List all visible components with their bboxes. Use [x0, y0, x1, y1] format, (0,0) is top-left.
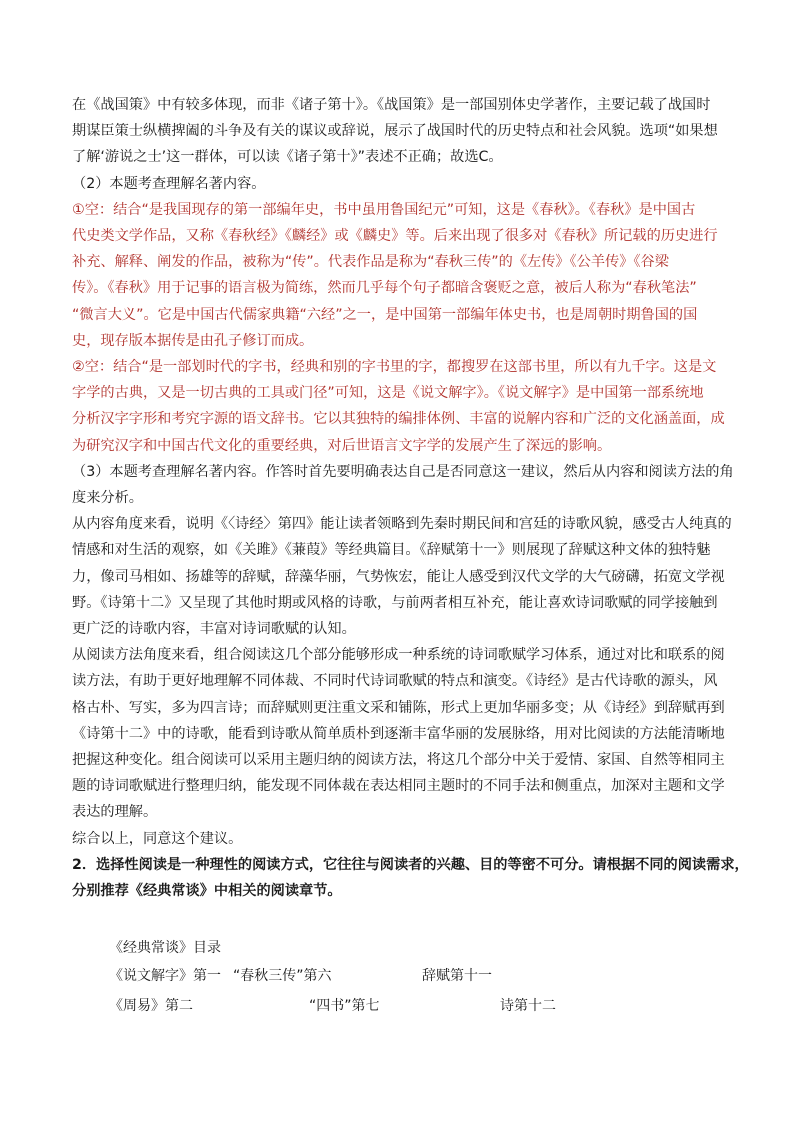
text-line: 代史类文学作品，又称《春秋经》《麟经》或《麟史》等。后来出现了很多对《春秋》所记载的历史进行	[72, 228, 718, 245]
question-text: 分别推荐《经典常谈》中相关的阅读章节。	[72, 883, 342, 900]
text-line: ②空：结合“是一部划时代的字书，经典和别的字书里的字，都搜罗在这部书里，所以有九千字。这是文	[72, 359, 717, 376]
text-line: 情感和对生活的观察，如《关雎》《蒹葭》等经典篇目。《辞赋第十一》则展现了辞赋这种文体的独特魅	[72, 542, 711, 559]
paragraph-intro	[72, 92, 724, 197]
text-line: 把握这种变化。组合阅读可以采用主题归纳的阅读方法，将这几个部分中关于爱情、家国、自然等相同主	[72, 752, 725, 769]
text-line: “微言大义”。它是中国古代儒家典籍“六经”之一，是中国第一部编年体史书，也是周朝时期鲁国的国	[72, 306, 698, 323]
toc-entry: “四书”第七	[309, 998, 380, 1014]
text-line: 从内容角度来看，说明《〈诗经〉第四》能让读者领略到先秦时期民间和宫廷的诗歌风貌，感受古人纯真的	[72, 516, 732, 533]
text-line: 了解‘游说之士’这一群体，可以读《诸子第十》”表述不正确；故选C。	[72, 149, 503, 166]
text-line: 度来分析。	[72, 490, 143, 507]
text-line: 野。《诗第十二》又呈现了其他时期或风格的诗歌，与前两者相互补充，能让喜欢诗词歌赋的同学接触到	[72, 594, 718, 611]
question-2	[72, 852, 749, 904]
question-heading: （2）本题考查理解名著内容。	[72, 175, 266, 192]
text-line: 《诗第十二》中的诗歌，能看到诗歌从简单质朴到逐渐丰富华丽的发展脉络，用对比阅读的方法能清晰地	[72, 725, 725, 742]
conclusion-line: 综合以上，同意这个建议。	[72, 830, 243, 847]
question-heading: （3）本题考查理解名著内容。作答时首先要明确表达自己是否同意这一建议，然后从内容和阅读方法的角	[72, 463, 734, 480]
text-line: 为研究汉字和中国古代文化的重要经典，对后世语言文字学的发展产生了深远的影响。	[72, 437, 612, 454]
text-line: ①空：结合“是我国现存的第一部编年史，书中虽用鲁国纪元”可知，这是《春秋》。《春秋》是中国古	[72, 201, 696, 218]
text-line: 分析汉字字形和考究字源的语文辞书。它以其独特的编排体例、丰富的说解内容和广泛的文化涵盖面，成	[72, 411, 725, 428]
paragraph-analysis	[72, 459, 734, 852]
text-line: 期谋臣策士纵横捭阖的斗争及有关的谋议或辞说，展示了战国时代的历史特点和社会风貌。选项“如果想	[72, 123, 718, 140]
text-line: 题的诗词歌赋进行整理归纳，能发现不同体裁在表达相同主题时的不同手法和侧重点，加深对主题和文学	[72, 778, 725, 795]
text-line: 从阅读方法角度来看，组合阅读这几个部分能够形成一种系统的诗词歌赋学习体系，通过对比和联系的阅	[72, 647, 725, 664]
toc-title-text: 《经典常谈》目录	[109, 940, 221, 956]
text-line: 格古朴、写实，多为四言诗；而辞赋则更注重文采和铺陈，形式上更加华丽多变；从《诗经》到辞赋再到	[72, 699, 725, 716]
document-body	[72, 92, 749, 904]
text-line: 读方法，有助于更好地理解不同体裁、不同时代诗词歌赋的特点和演变。《诗经》是古代诗歌的源头，风	[72, 673, 718, 690]
toc-entry: “春秋三传”第六	[233, 968, 332, 984]
text-line: 史，现存版本据传是由孔子修订而成。	[72, 332, 314, 349]
text-line: 更广泛的诗歌内容，丰富对诗词歌赋的认知。	[72, 621, 356, 638]
question-text: 2．选择性阅读是一种理性的阅读方式，它往往与阅读者的兴趣、目的等密不可分。请根据不同的阅读需求，	[72, 856, 749, 873]
toc-entry: 《说文解字》第一	[109, 968, 221, 984]
text-line: 传》。《春秋》用于记事的语言极为简练，然而几乎每个句子都暗含褒贬之意，被后人称为“春秋笔法”	[72, 280, 697, 297]
answer-explanation	[72, 197, 724, 459]
toc-entry: 诗第十二	[500, 998, 556, 1014]
text-line: 补充、解释、阐发的作品，被称为“传”。代表作品是称为“春秋三传”的《左传》《公羊传》《谷梁	[72, 254, 669, 271]
text-line: 表达的理解。	[72, 804, 158, 821]
text-line: 字学的古典，又是一切古典的工具或门径”可知，这是《说文解字》。《说文解字》是中国第一部系统地	[72, 385, 704, 402]
text-line: 在《战国策》中有较多体现，而非《诸子第十》。《战国策》是一部国别体史学著作，主要记载了战国时	[72, 97, 711, 113]
toc-entry: 辞赋第十一	[422, 968, 492, 984]
text-line: 力，像司马相如、扬雄等的辞赋，辞藻华丽，气势恢宏，能让人感受到汉代文学的大气磅礴，拓宽文学视	[72, 568, 725, 585]
toc-entry: 《周易》第二	[109, 998, 193, 1014]
